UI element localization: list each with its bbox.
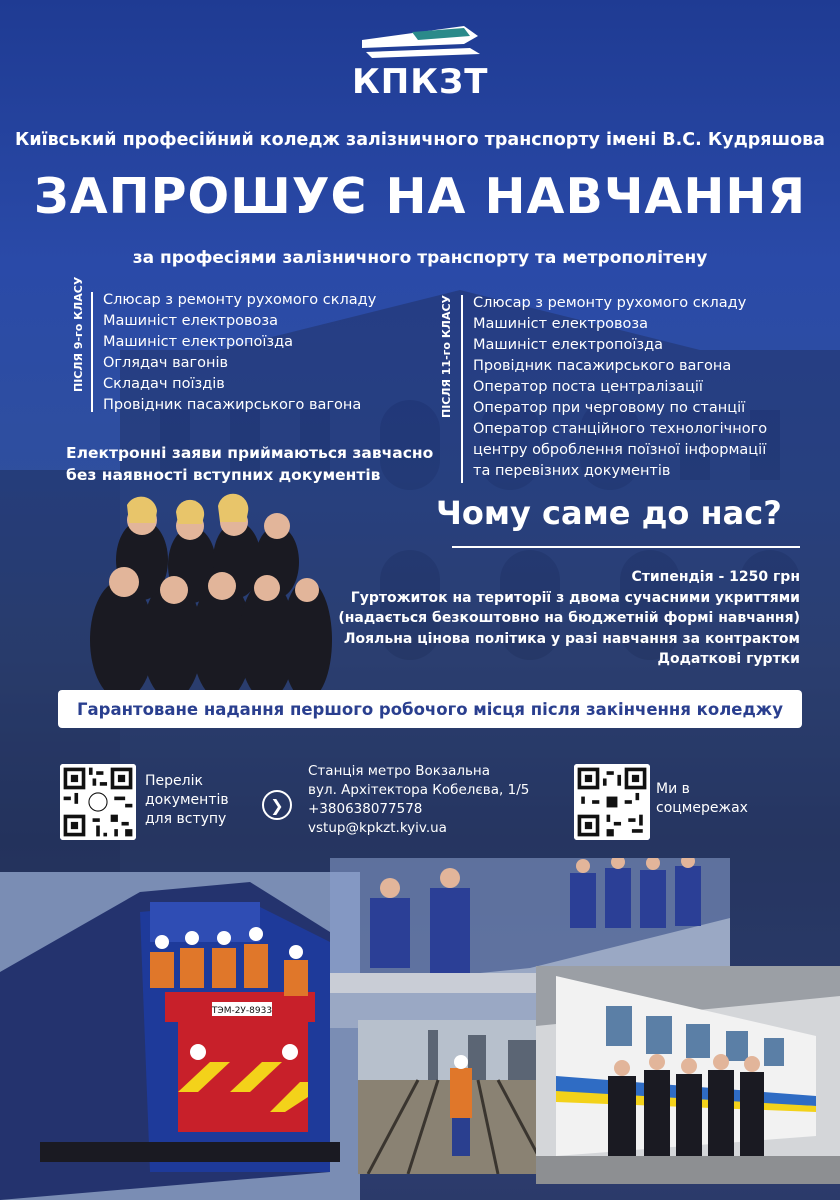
documents-label — [145, 772, 229, 829]
benefit-item: Лояльна цінова політика у разі навчання за контрактом — [343, 630, 800, 647]
social-label-line: соцмережах — [656, 800, 748, 816]
why-title: Чому саме до нас? — [436, 494, 782, 532]
documents-label-line: для вступу — [145, 811, 227, 827]
after-11-list — [473, 293, 767, 482]
after-11-item: Машиніст електровоза — [473, 316, 649, 332]
after-11-item: Оператор поста централізації — [473, 379, 703, 395]
social-label-line: Ми в — [656, 781, 690, 797]
after-9-item: Провідник пасажирського вагона — [103, 397, 362, 413]
after-9-list — [103, 290, 376, 416]
benefits-list — [338, 567, 800, 670]
applications-line: Електронні заяви приймаються завчасно — [66, 444, 434, 462]
benefit-item: (надається безкоштовно на бюджетній формі навчання) — [338, 610, 800, 626]
after-11-item: Оператор станційного технологічного — [473, 421, 768, 437]
documents-label-line: Перелік — [145, 773, 203, 789]
after-11-item: та перевізних документів — [473, 463, 671, 479]
college-name: Київський професійний коледж залізничного транспорту імені В.С. Кудряшова — [15, 130, 825, 150]
chevron-right-icon[interactable]: ❯ — [262, 790, 292, 820]
after-11-divider — [461, 295, 463, 483]
contacts-list — [308, 762, 529, 838]
railway-worker-photo — [358, 1020, 558, 1174]
contact-phone[interactable]: +380638077578 — [308, 801, 423, 817]
locomotive-photo — [0, 872, 360, 1200]
after-9-item: Оглядач вагонів — [103, 355, 229, 371]
headline: ЗАПРОШУЄ НА НАВЧАННЯ — [33, 168, 807, 225]
after-11-item: Машиніст електропоїзда — [473, 337, 664, 353]
after-9-item: Машиніст електровоза — [103, 313, 279, 329]
team-photo — [82, 490, 332, 690]
contact-station: Станція метро Вокзальна — [308, 763, 491, 779]
after-11-label: ПІСЛЯ 11-го КЛАСУ — [440, 294, 453, 418]
guarantee-banner: Гарантоване надання першого робочого місця після закінчення коледжу — [58, 690, 802, 728]
after-11-item: центру оброблення поїзної інформації — [473, 442, 767, 458]
after-9-label: ПІСЛЯ 9-го КЛАСУ — [72, 276, 85, 392]
contact-email[interactable]: vstup@kpkzt.kyiv.ua — [308, 820, 447, 836]
logo-text: КПКЗТ — [352, 62, 489, 102]
after-9-item: Складач поїздів — [103, 376, 225, 392]
social-label — [656, 780, 748, 818]
after-9-item: Слюсар з ремонту рухомого складу — [103, 292, 377, 308]
documents-label-line: документів — [145, 792, 229, 808]
documents-qr-code[interactable] — [60, 764, 136, 840]
applications-line: без наявності вступних документів — [66, 466, 381, 484]
after-9-item: Машиніст електропоїзда — [103, 334, 294, 350]
after-9-divider — [91, 292, 93, 412]
after-11-item: Слюсар з ремонту рухомого складу — [473, 295, 747, 311]
passenger-train-photo — [536, 966, 840, 1184]
after-11-item: Провідник пасажирського вагона — [473, 358, 732, 374]
why-divider — [452, 546, 800, 548]
benefit-item: Гуртожиток на території з двома сучасними укриттями — [350, 589, 800, 606]
contact-address: вул. Архітектора Кобелєва, 1/5 — [308, 782, 530, 798]
benefit-item: Стипендія - 1250 грн — [631, 569, 800, 585]
after-11-item: Оператор при черговому по станції — [473, 400, 746, 416]
social-qr-code[interactable] — [574, 764, 650, 840]
loco-plate: ТЭМ-2У-8933 — [211, 1006, 273, 1016]
applications-note — [66, 442, 446, 486]
benefit-item: Додаткові гуртки — [657, 651, 800, 667]
subtitle: за професіями залізничного транспорту та метрополітену — [132, 248, 708, 268]
